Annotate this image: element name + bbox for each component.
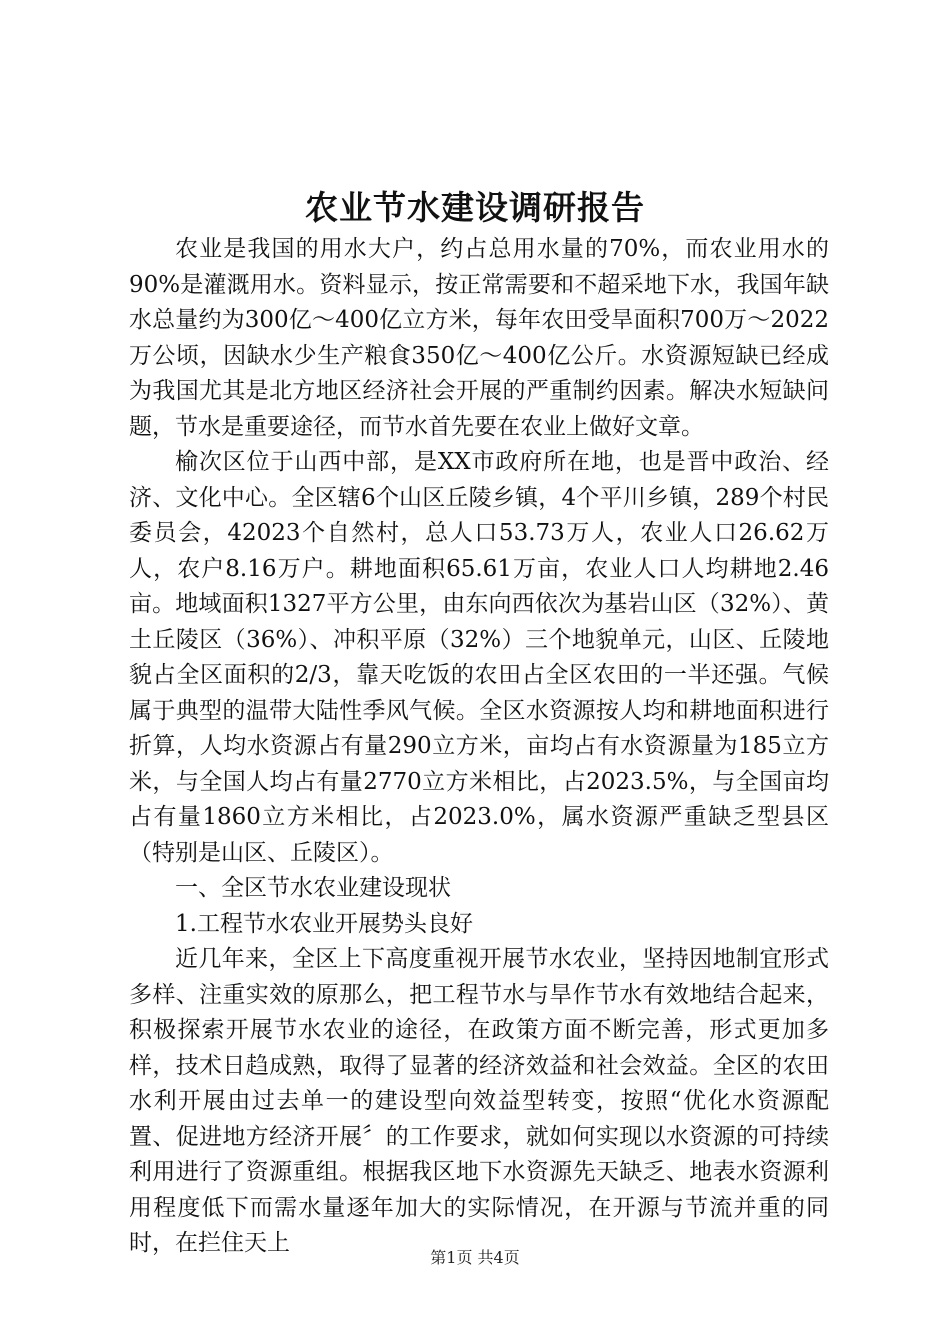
paragraph-engineering-water-saving: 近几年来，全区上下高度重视开展节水农业，坚持因地制宜形式多样、注重实效的原那么，把工程节水与旱作节水有效地结合起来，积极探索开展节水农业的途径，在政策方面不断完善，形式更加多样，技术日趋成熟，取得了显著的经济效益和社会效益。全区的农田水利开展由过去单一的建设型向效益型转变，按照“优化水资源配置、促进地方经济开展〞的工作要求，就如何实现以水资源的可持续利用进行了资源重组。根据我区地下水资源先天缺乏、地表水资源利用程度低下而需水量逐年加大的实际情况，在开源与节流并重的同时，在拦住天上 <box>129 946 829 1256</box>
subsection-heading: 1.工程节水农业开展势头良好 <box>175 910 473 937</box>
document-title: 农业节水建设调研报告 <box>305 188 645 227</box>
paragraph-intro: 农业是我国的用水大户，约占总用水量的70%，而农业用水的90%是灌溉用水。资料显示，按正常需要和不超采地下水，我国年缺水总量约为300亿～400亿立方米，每年农田受旱面积700万～2022万公顷，因缺水少生产粮食350亿～400亿公斤。水资源短缺已经成为我国尤其是北方地区经济社会开展的严重制约因素。解决水短缺问题，节水是重要途径，而节水首先要在农业上做好文章。 <box>129 236 829 440</box>
paragraph-region-overview: 榆次区位于山西中部，是XX市政府所在地，也是晋中政治、经济、文化中心。全区辖6个山区丘陵乡镇，4个平川乡镇，289个村民委员会，42023个自然村，总人口53.73万人，农业人口26.62万人，农户8.16万户。耕地面积65.61万亩，农业人口人均耕地2.46亩。地域面积1327平方公里，由东向西依次为基岩山区（32%）、黄土丘陵区（36%）、冲积平原（32%）三个地貌单元，山区、丘陵地貌占全区面积的2/3，靠天吃饭的农田占全区农田的一半还强。气候属于典型的温带大陆性季风气候。全区水资源按人均和耕地面积进行折算，人均水资源占有量290立方米，亩均占有水资源量为185立方米，与全国人均占有量2770立方米相比，占2023.5%，与全国亩均占有量1860立方米相比，占2023.0%，属水资源严重缺乏型县区（特别是山区、丘陵区）。 <box>129 449 829 866</box>
page-footer: 第1页 共4页 <box>430 1248 520 1267</box>
section-heading: 一、全区节水农业建设现状 <box>175 875 451 901</box>
document-body <box>129 232 829 1262</box>
